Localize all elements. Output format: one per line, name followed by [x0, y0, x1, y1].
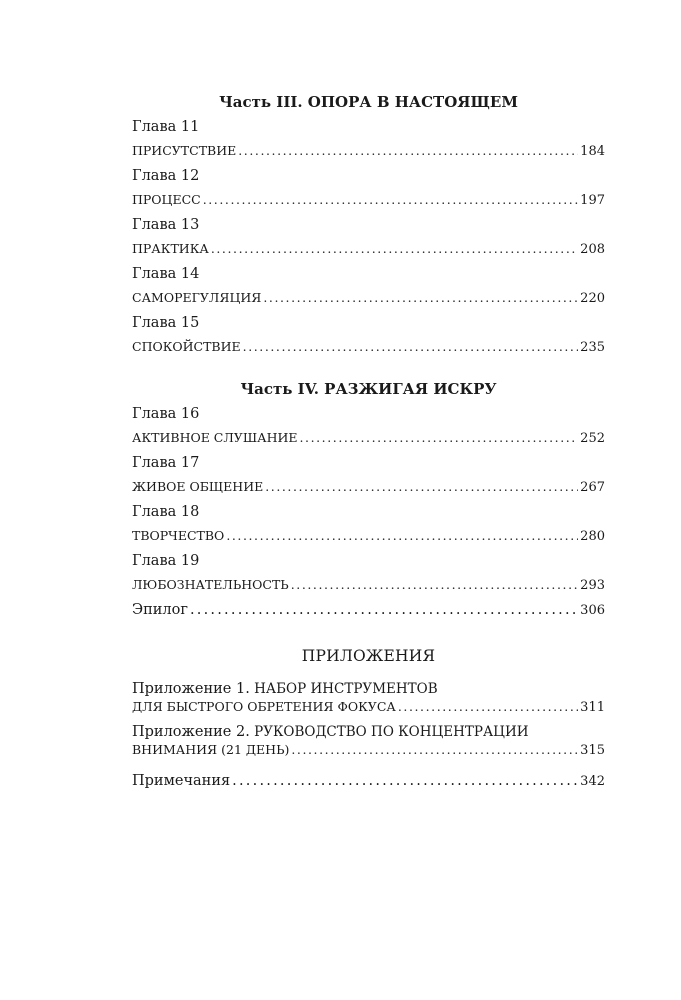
- chapter-title: ПРОЦЕСС: [132, 192, 201, 207]
- chapter-number: Глава 12: [132, 168, 200, 184]
- appendix-title-line2: ДЛЯ БЫСТРОГО ОБРЕТЕНИЯ ФОКУСА: [132, 699, 396, 714]
- page-number: 197: [580, 193, 605, 208]
- chapter-number: Глава 13: [132, 217, 200, 233]
- chapter-title: ЖИВОЕ ОБЩЕНИЕ: [132, 479, 264, 494]
- appendix-block[interactable]: [132, 680, 605, 717]
- chapter-block: [132, 552, 605, 595]
- dot-leader: [203, 191, 578, 209]
- dot-leader: [291, 576, 578, 594]
- notes-title: Примечания: [132, 773, 231, 789]
- dot-leader: [398, 698, 578, 716]
- chapter-title: ТВОРЧЕСТВО: [132, 528, 225, 543]
- chapter-block: [132, 118, 605, 161]
- appendix-title-line2: ВНИМАНИЯ (21 ДЕНЬ): [132, 742, 290, 757]
- toc-entry-epilogue[interactable]: [132, 601, 605, 620]
- dot-leader: [265, 478, 578, 496]
- chapter-number: Глава 18: [132, 504, 200, 520]
- chapter-number: Глава 16: [132, 406, 200, 422]
- appendix-prefix: Приложение 2.: [132, 724, 250, 740]
- epilogue-title: Эпилог: [132, 602, 188, 618]
- chapter-block: [132, 454, 605, 497]
- toc-entry[interactable]: [132, 289, 605, 308]
- page-number: 306: [580, 603, 605, 618]
- page-number: 220: [580, 291, 605, 306]
- toc-entry[interactable]: [132, 478, 605, 497]
- chapter-title: ЛЮБОЗНАТЕЛЬНОСТЬ: [132, 577, 289, 592]
- chapter-number: Глава 11: [132, 119, 200, 135]
- dot-leader: [243, 338, 579, 356]
- toc-entry[interactable]: [132, 527, 605, 546]
- toc-entry[interactable]: [132, 142, 605, 161]
- dot-leader: [211, 240, 578, 258]
- page-number: 235: [580, 340, 605, 355]
- chapter-block: [132, 216, 605, 259]
- toc-entry[interactable]: [132, 576, 605, 595]
- chapter-block: [132, 167, 605, 210]
- appendix-title-line1: РУКОВОДСТВО ПО КОНЦЕНТРАЦИИ: [254, 724, 529, 740]
- chapter-title: ПРАКТИКА: [132, 241, 209, 256]
- appendices-title: ПРИЛОЖЕНИЯ: [301, 647, 436, 665]
- dot-leader: [263, 289, 578, 307]
- toc-entry-notes[interactable]: [132, 772, 605, 791]
- chapter-block: [132, 265, 605, 308]
- appendix-title-line1: НАБОР ИНСТРУМЕНТОВ: [254, 681, 438, 697]
- dot-leader: [300, 429, 579, 447]
- chapter-title: СПОКОЙСТВИЕ: [132, 339, 241, 354]
- dot-leader: [226, 527, 578, 545]
- page-number: 208: [580, 242, 605, 257]
- page-number: 315: [580, 743, 605, 758]
- chapter-number: Глава 17: [132, 455, 200, 471]
- page-number: 184: [580, 144, 605, 159]
- chapter-number: Глава 19: [132, 553, 200, 569]
- appendix-block[interactable]: [132, 723, 605, 760]
- dot-leader: [291, 741, 578, 759]
- appendix-prefix: Приложение 1.: [132, 681, 250, 697]
- chapter-number: Глава 15: [132, 315, 200, 331]
- page-number: 293: [580, 578, 605, 593]
- chapter-title: ПРИСУТСТВИЕ: [132, 143, 237, 158]
- toc-entry: [132, 741, 605, 760]
- dot-leader: [190, 601, 578, 619]
- page-number: 311: [580, 700, 605, 715]
- toc-entry: [132, 698, 605, 717]
- toc-entry[interactable]: [132, 240, 605, 259]
- page-number: 280: [580, 529, 605, 544]
- chapter-number: Глава 14: [132, 266, 200, 282]
- chapter-title: АКТИВНОЕ СЛУШАНИЕ: [132, 430, 298, 445]
- dot-leader: [238, 142, 578, 160]
- appendix-line1: [132, 723, 605, 741]
- part-title: Часть IV. РАЗЖИГАЯ ИСКРУ: [240, 380, 497, 398]
- dot-leader: [232, 772, 578, 790]
- toc-entry[interactable]: [132, 338, 605, 357]
- chapter-title: САМОРЕГУЛЯЦИЯ: [132, 290, 262, 305]
- part-title: Часть III. ОПОРА В НАСТОЯЩЕМ: [219, 93, 518, 111]
- toc-entry[interactable]: [132, 429, 605, 448]
- appendix-line1: [132, 680, 605, 698]
- table-of-contents: [132, 92, 605, 791]
- page-number: 252: [580, 431, 605, 446]
- toc-entry[interactable]: [132, 191, 605, 210]
- page-number: 267: [580, 480, 605, 495]
- chapter-block: [132, 503, 605, 546]
- chapter-block: [132, 405, 605, 448]
- chapter-block: [132, 314, 605, 357]
- page-number: 342: [580, 774, 605, 789]
